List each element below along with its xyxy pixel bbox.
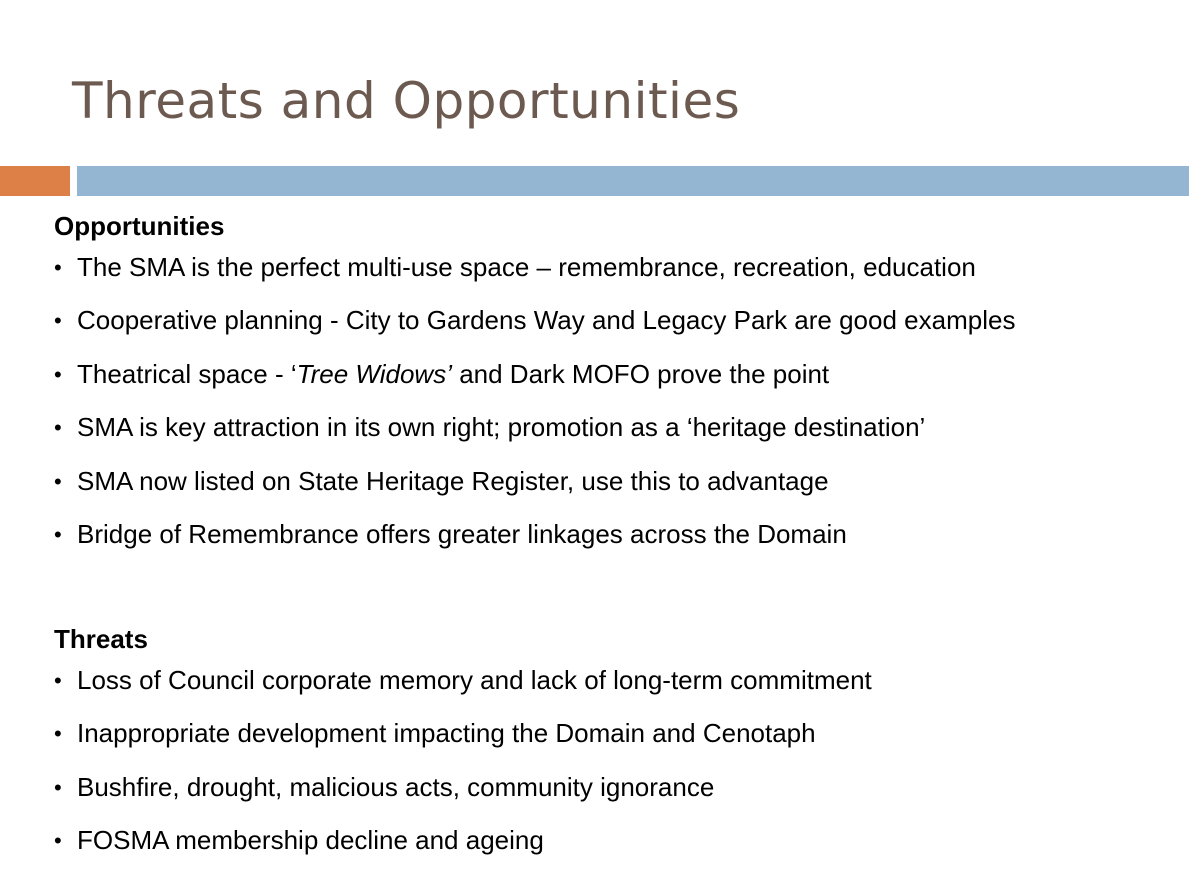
opportunities-heading: Opportunities [54,211,225,241]
threats-section [54,621,872,877]
threats-list [54,663,872,877]
list-item: • Inappropriate development impacting the Domain and Cenotaph [54,716,872,769]
accent-bar-orange [0,166,70,196]
threats-heading: Threats [54,624,148,654]
list-item: • Cooperative planning - City to Gardens Way and Legacy Park are good examples [54,303,1015,356]
list-item [54,357,1015,410]
list-item-text: Theatrical space - ‘ [77,358,297,389]
accent-bar-blue [77,166,1189,196]
list-item: • SMA now listed on State Heritage Register, use this to advantage [54,464,1015,517]
list-item: • The SMA is the perfect multi-use space – remembrance, recreation, education [54,250,1015,303]
list-item: • FOSMA membership decline and ageing [54,823,872,876]
list-item: • Loss of Council corporate memory and lack of long-term commitment [54,663,872,716]
list-item: • Bushfire, drought, malicious acts, community ignorance [54,770,872,823]
list-item: • Bridge of Remembrance offers greater linkages across the Domain [54,517,1015,570]
opportunities-section [54,208,1015,570]
opportunities-list [54,250,1015,570]
list-item-emphasis: Tree Widows’ [296,358,452,389]
list-item: • SMA is key attraction in its own right; promotion as a ‘heritage destination’ [54,410,1015,463]
list-item-text: and Dark MOFO prove the point [451,358,830,389]
slide-title: Threats and Opportunities [72,72,741,130]
